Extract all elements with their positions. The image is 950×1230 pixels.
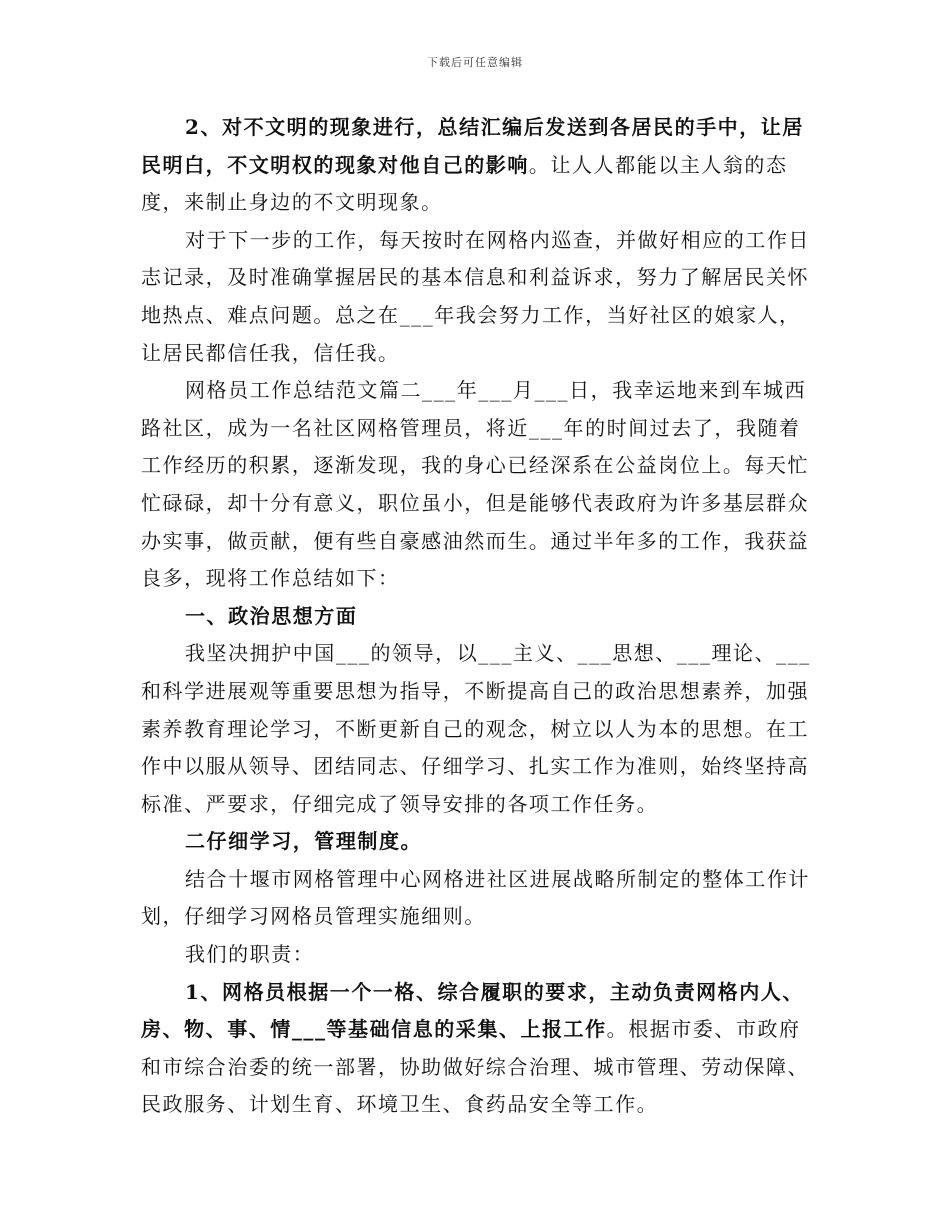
paragraph-text: 。让人人都能以主人翁的态度，来制止身边的不文明现象。: [141, 152, 788, 215]
section-heading: 一、政治思想方面: [185, 603, 358, 628]
document-body: [141, 109, 813, 1124]
bold-text: 2、对不文明的现象进行，总结汇编后发送到各居民的手中，让居民明白，不文明权的现象对他自己的影响: [141, 115, 804, 177]
paragraph: 网格员工作总结范文篇二___年___月___日，我幸运地来到车城西路社区，成为一名社区网格管理员，将近___年的时间过去了，我随着工作经历的积累，逐渐发现，我的身心已经深系在公益岗位上。每天忙忙碌碌，却十分有意义，职位虽小，但是能够代表政府为许多基层群众办实事，做贡献，便有些自豪感油然而生。通过半年多的工作，我获益良多，现将工作总结如下：: [141, 378, 810, 591]
section-heading: 二仔细学习，管理制度。: [185, 829, 423, 854]
paragraph: 结合十堰市网格管理中心网格进社区进展战略所制定的整体工作计划，仔细学习网格员管理实施细则。: [141, 866, 810, 929]
paragraph: 我坚决拥护中国___的领导，以___主义、___思想、___理论、___和科学进展观等重要思想为指导，不断提高自己的政治思想素养，加强素养教育理论学习，不断更新自己的观念，树立以人为本的思想。在工作中以服从领导、团结同志、仔细学习、扎实工作为准则，始终坚持高标准、严要求，仔细完成了领导安排的各项工作任务。: [141, 641, 811, 816]
paragraph: 对于下一步的工作，每天按时在网格内巡查，并做好相应的工作日志记录，及时准确掌握居民的基本信息和利益诉求，努力了解居民关怀地热点、难点问题。总之在___年我会努力工作，当好社区的娘家人，让居民都信任我，信任我。: [141, 227, 810, 365]
paragraph-text: 。根据市委、市政府和市综合治委的统一部署，协助做好综合治理、城市管理、劳动保障、民政服务、计划生育、环境卫生、食药品安全等工作。: [141, 1017, 810, 1117]
paragraph: [141, 974, 813, 1124]
page-header: 下载后可任意编辑: [427, 56, 523, 69]
paragraph: 我们的职责：: [185, 942, 315, 967]
paragraph: [141, 109, 813, 222]
bold-text: 1、网格员根据一个一格、综合履职的要求，主动负责网格内人、房、物、事、情___等基础信息的采集、上报工作: [141, 979, 804, 1042]
